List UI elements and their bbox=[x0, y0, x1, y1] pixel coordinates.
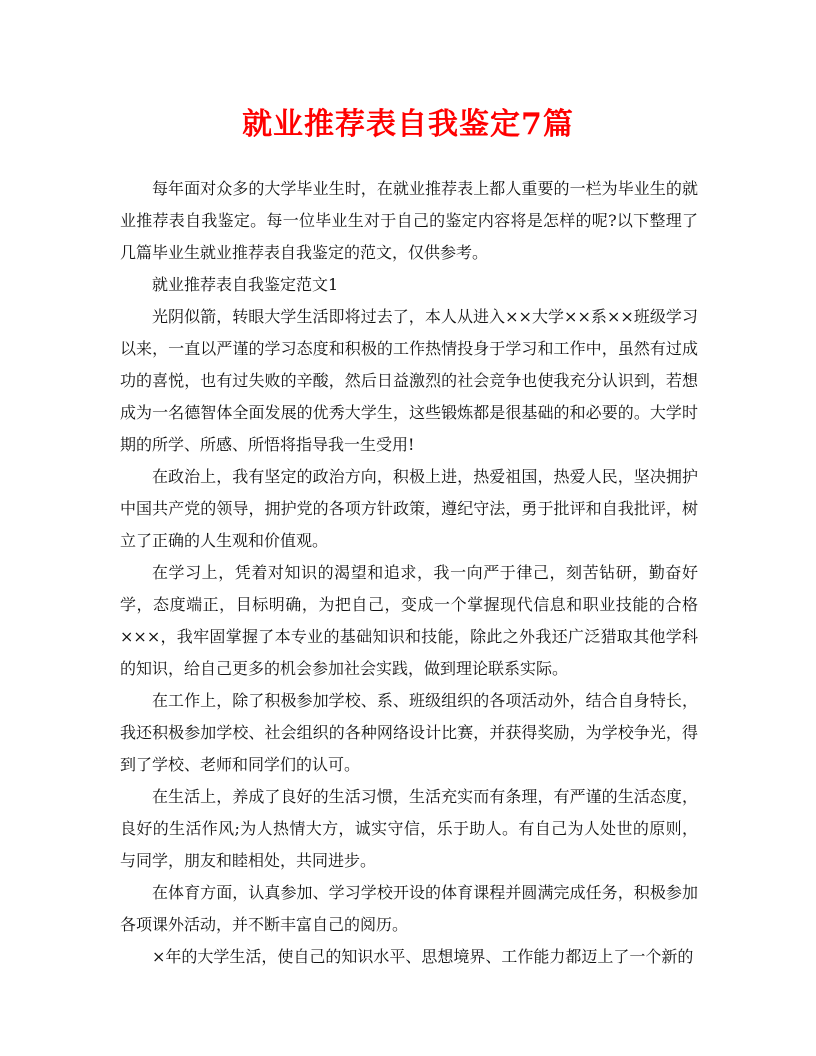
section-heading: 就业推荐表自我鉴定范文1 bbox=[152, 275, 339, 294]
paragraph-politics: 在政治上，我有坚定的政治方向，积极上进，热爱祖国，热爱人民，坚决拥护中国共产党的领导，拥护党的各项方针政策，遵纪守法，勇于批评和自我批评，树立了正确的人生观和价值观。 bbox=[120, 467, 698, 550]
paragraph-intro: 每年面对众多的大学毕业生时，在就业推荐表上都人重要的一栏为毕业生的就业推荐表自我鉴定。每一位毕业生对于自己的鉴定内容将是怎样的呢?以下整理了几篇毕业生就业推荐表自我鉴定的范文，仅供参考。 bbox=[120, 179, 698, 262]
paragraph-opening: 光阴似箭，转眼大学生活即将过去了，本人从进入××大学××系××班级学习以来，一直以严谨的学习态度和积极的工作热情投身于学习和工作中，虽然有过成功的喜悦，也有过失败的辛酸，然后日益激烈的社会竞争也使我充分认识到，若想成为一名德智体全面发展的优秀大学生，这些锻炼都是很基础的和必要的。大学时期的所学、所感、所悟将指导我一生受用! bbox=[120, 307, 698, 454]
paragraph-work: 在工作上，除了积极参加学校、系、班级组织的各项活动外，结合自身特长，我还积极参加学校、社会组织的各种网络设计比赛，并获得奖励，为学校争光，得到了学校、老师和同学们的认可。 bbox=[120, 691, 698, 774]
paragraph-life: 在生活上，养成了良好的生活习惯，生活充实而有条理，有严谨的生活态度，良好的生活作风;为人热情大方，诚实守信，乐于助人。有自己为人处世的原则，与同学，朋友和睦相处，共同进步。 bbox=[120, 787, 698, 870]
paragraph-study: 在学习上，凭着对知识的渴望和追求，我一向严于律己，刻苦钻研，勤奋好学，态度端正，目标明确，为把自己，变成一个掌握现代信息和职业技能的合格×××，我牢固掌握了本专业的基础知识和技能，除此之外我还广泛猎取其他学科的知识，给自己更多的机会参加社会实践，做到理论联系实际。 bbox=[120, 563, 698, 678]
document-body bbox=[120, 173, 698, 973]
paragraph-summary: ×年的大学生活，使自己的知识水平、思想境界、工作能力都迈上了一个新的 bbox=[152, 947, 694, 966]
document-title: 就业推荐表自我鉴定7篇 bbox=[242, 107, 574, 142]
paragraph-sports: 在体育方面，认真参加、学习学校开设的体育课程并圆满完成任务，积极参加各项课外活动，并不断丰富自己的阅历。 bbox=[120, 883, 698, 934]
